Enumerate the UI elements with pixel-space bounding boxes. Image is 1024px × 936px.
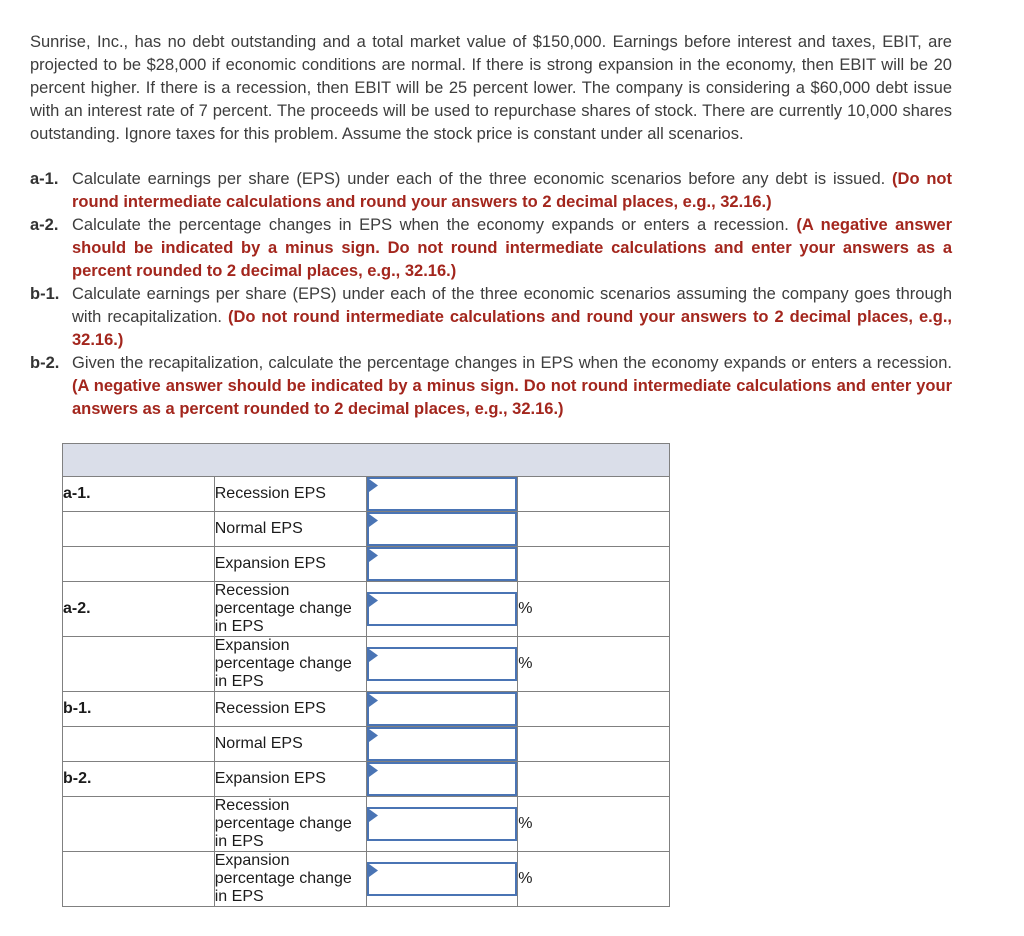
question-item-a2 — [30, 214, 952, 283]
question-text: Given the recapitalization, calculate the percentage changes in EPS when the economy expands or enters a recession. — [72, 354, 952, 372]
table-row — [63, 727, 670, 762]
answer-cell — [366, 797, 518, 852]
question-text: Calculate earnings per share (EPS) under each of the three economic scenarios assuming the company goes through with recapitalization. — [72, 285, 952, 326]
table-row — [63, 547, 670, 582]
row-description: Recession EPS — [214, 477, 366, 512]
answer-input[interactable] — [367, 647, 518, 681]
cell-marker-icon — [369, 594, 378, 607]
answer-cell — [366, 477, 518, 512]
question-text: Calculate earnings per share (EPS) under each of the three economic scenarios before any debt is issued. — [72, 170, 886, 188]
cell-marker-icon — [369, 729, 378, 742]
problem-statement: Sunrise, Inc., has no debt outstanding and a total market value of $150,000. Earnings before interest and taxes, EBIT, are projected to be $28,000 if economic conditions are normal. If there is strong expansion in the economy, then EBIT will be 20 percent higher. If there is a recession, then EBIT will be 25 percent lower. The company is considering a $60,000 debt issue with an interest rate of 7 percent. The proceeds will be used to repurchase shares of stock. There are currently 10,000 shares outstanding. Ignore taxes for this problem. Assume the stock price is constant under all scenarios. — [30, 33, 952, 143]
answer-cell — [366, 852, 518, 907]
row-label — [63, 797, 215, 852]
question-label: b-2. — [30, 354, 60, 372]
unit-label: % — [518, 797, 670, 852]
answer-table — [62, 443, 670, 907]
table-row — [63, 852, 670, 907]
row-description: Expansion EPS — [214, 547, 366, 582]
row-label — [63, 727, 215, 762]
answer-input[interactable] — [367, 692, 518, 726]
table-row — [63, 637, 670, 692]
cell-marker-icon — [369, 549, 378, 562]
cell-marker-icon — [369, 809, 378, 822]
table-row — [63, 512, 670, 547]
unit-label — [518, 477, 670, 512]
row-description: Expansion percentage change in EPS — [214, 637, 366, 692]
answer-input[interactable] — [367, 762, 518, 796]
row-description: Normal EPS — [214, 512, 366, 547]
row-description: Expansion EPS — [214, 762, 366, 797]
answer-cell — [366, 637, 518, 692]
answer-cell — [366, 547, 518, 582]
answer-cell — [366, 692, 518, 727]
unit-label: % — [518, 852, 670, 907]
answer-cell — [366, 727, 518, 762]
answer-input[interactable] — [367, 512, 518, 546]
question-label: a-1. — [30, 170, 59, 188]
question-note: (A negative answer should be indicated by a minus sign. Do not round intermediate calculations and enter your answers as a percent rounded to 2 decimal places, e.g., 32.16.) — [72, 216, 952, 280]
unit-label — [518, 762, 670, 797]
row-label — [63, 547, 215, 582]
unit-label — [518, 547, 670, 582]
cell-marker-icon — [369, 479, 378, 492]
unit-label — [518, 727, 670, 762]
table-row — [63, 797, 670, 852]
cell-marker-icon — [369, 649, 378, 662]
unit-label: % — [518, 582, 670, 637]
answer-input[interactable] — [367, 807, 518, 841]
row-description: Recession EPS — [214, 692, 366, 727]
question-label: b-1. — [30, 285, 60, 303]
table-row — [63, 692, 670, 727]
answer-input[interactable] — [367, 727, 518, 761]
unit-label: % — [518, 637, 670, 692]
table-row — [63, 477, 670, 512]
question-label: a-2. — [30, 216, 59, 234]
question-item-a1 — [30, 168, 952, 214]
question-text: Calculate the percentage changes in EPS when the economy expands or enters a recession. — [72, 216, 789, 234]
answer-cell — [366, 582, 518, 637]
cell-marker-icon — [369, 764, 378, 777]
row-label: b-1. — [63, 692, 215, 727]
row-label: b-2. — [63, 762, 215, 797]
answer-cell — [366, 512, 518, 547]
question-item-b1 — [30, 283, 952, 352]
question-list — [30, 168, 952, 421]
row-label: a-2. — [63, 582, 215, 637]
answer-cell — [366, 762, 518, 797]
unit-label — [518, 512, 670, 547]
row-description: Recession percentage change in EPS — [214, 582, 366, 637]
table-header-cell — [63, 444, 670, 477]
question-note: (Do not round intermediate calculations and round your answers to 2 decimal places, e.g., 32.16.) — [72, 170, 952, 211]
cell-marker-icon — [369, 694, 378, 707]
row-description: Expansion percentage change in EPS — [214, 852, 366, 907]
cell-marker-icon — [369, 864, 378, 877]
row-description: Normal EPS — [214, 727, 366, 762]
answer-input[interactable] — [367, 547, 518, 581]
row-label: a-1. — [63, 477, 215, 512]
row-label — [63, 852, 215, 907]
row-label — [63, 637, 215, 692]
question-note: (A negative answer should be indicated by a minus sign. Do not round intermediate calculations and enter your answers as a percent rounded to 2 decimal places, e.g., 32.16.) — [72, 377, 952, 418]
question-item-b2 — [30, 352, 952, 421]
table-row — [63, 762, 670, 797]
answer-input[interactable] — [367, 862, 518, 896]
row-description: Recession percentage change in EPS — [214, 797, 366, 852]
table-row — [63, 582, 670, 637]
question-note: (Do not round intermediate calculations and round your answers to 2 decimal places, e.g., 32.16.) — [72, 308, 952, 349]
table-header-row — [63, 444, 670, 477]
cell-marker-icon — [369, 514, 378, 527]
row-label — [63, 512, 215, 547]
unit-label — [518, 692, 670, 727]
answer-input[interactable] — [367, 477, 518, 511]
answer-input[interactable] — [367, 592, 518, 626]
